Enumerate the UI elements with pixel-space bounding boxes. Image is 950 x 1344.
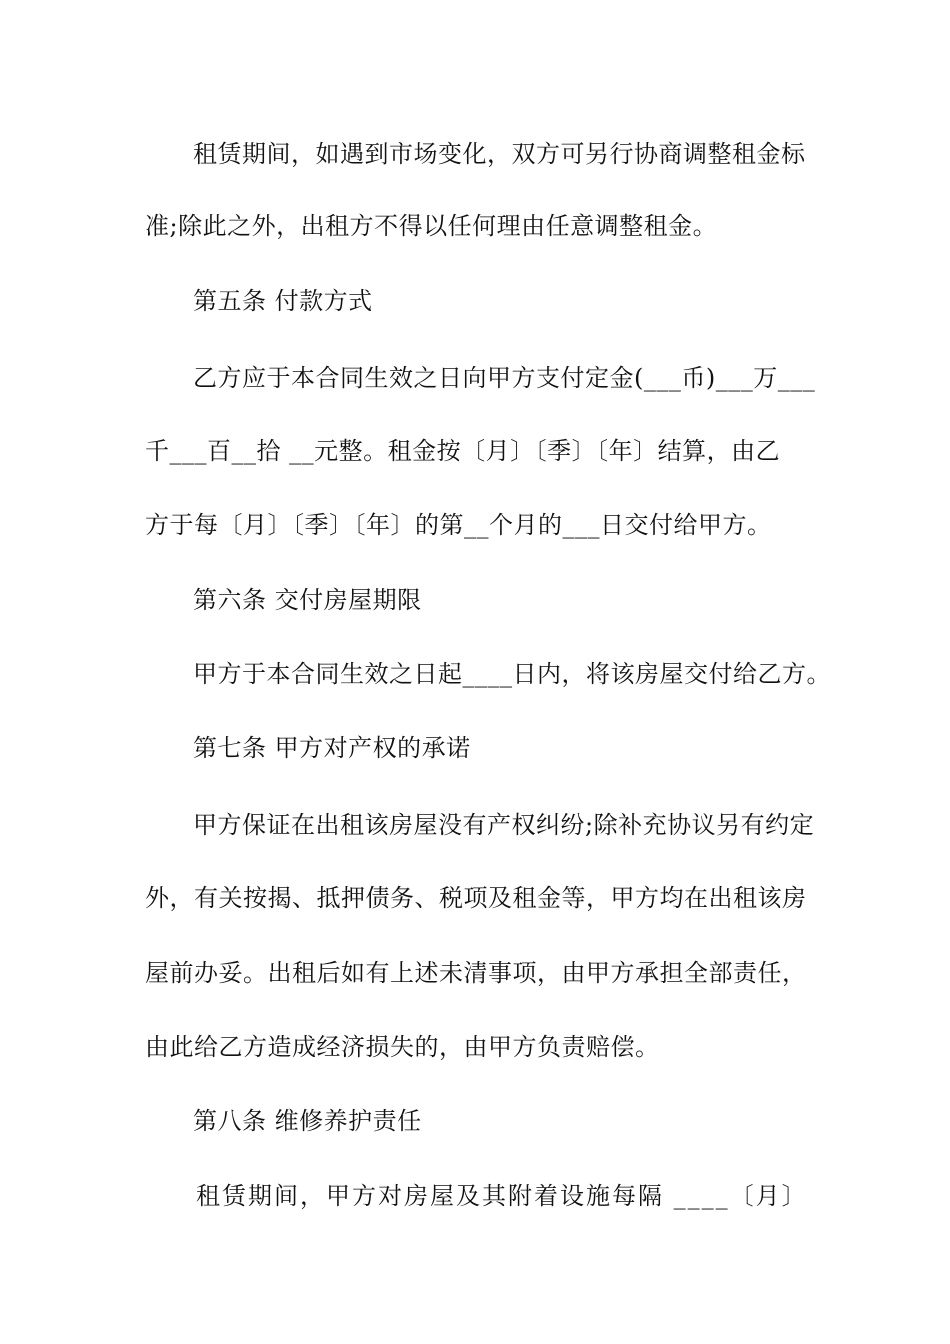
paragraph-maintenance-line-1: 租赁期间，甲方对房屋及其附着设施每隔 ____〔月〕 (196, 1182, 808, 1210)
article-5-heading: 第五条 付款方式 (193, 287, 373, 315)
paragraph-payment-line-2: 千___百__拾 __元整。租金按〔月〕〔季〕〔年〕结算，由乙 (145, 437, 781, 465)
paragraph-title-promise-line-1: 甲方保证在出租该房屋没有产权纠纷;除补充协议另有约定 (193, 811, 815, 839)
article-7-heading: 第七条 甲方对产权的承诺 (193, 734, 471, 762)
paragraph-rent-adjustment-line-1: 租赁期间，如遇到市场变化，双方可另行协商调整租金标 (193, 140, 806, 168)
paragraph-delivery-line-1: 甲方于本合同生效之日起____日内，将该房屋交付给乙方。 (193, 660, 831, 688)
paragraph-payment-line-3: 方于每〔月〕〔季〕〔年〕的第__个月的___日交付给甲方。 (145, 511, 772, 539)
paragraph-title-promise-line-2: 外，有关按揭、抵押债务、税项及租金等，甲方均在出租该房 (145, 884, 807, 912)
paragraph-rent-adjustment-line-2: 准;除此之外，出租方不得以任何理由任意调整租金。 (145, 212, 718, 240)
article-6-heading: 第六条 交付房屋期限 (193, 586, 422, 614)
paragraph-title-promise-line-4: 由此给乙方造成经济损失的，由甲方负责赔偿。 (145, 1033, 660, 1061)
paragraph-payment-line-1: 乙方应于本合同生效之日向甲方支付定金(___币)___万___ (193, 364, 816, 392)
paragraph-title-promise-line-3: 屋前办妥。出租后如有上述未清事项，由甲方承担全部责任， (145, 959, 807, 987)
article-8-heading: 第八条 维修养护责任 (193, 1107, 422, 1135)
